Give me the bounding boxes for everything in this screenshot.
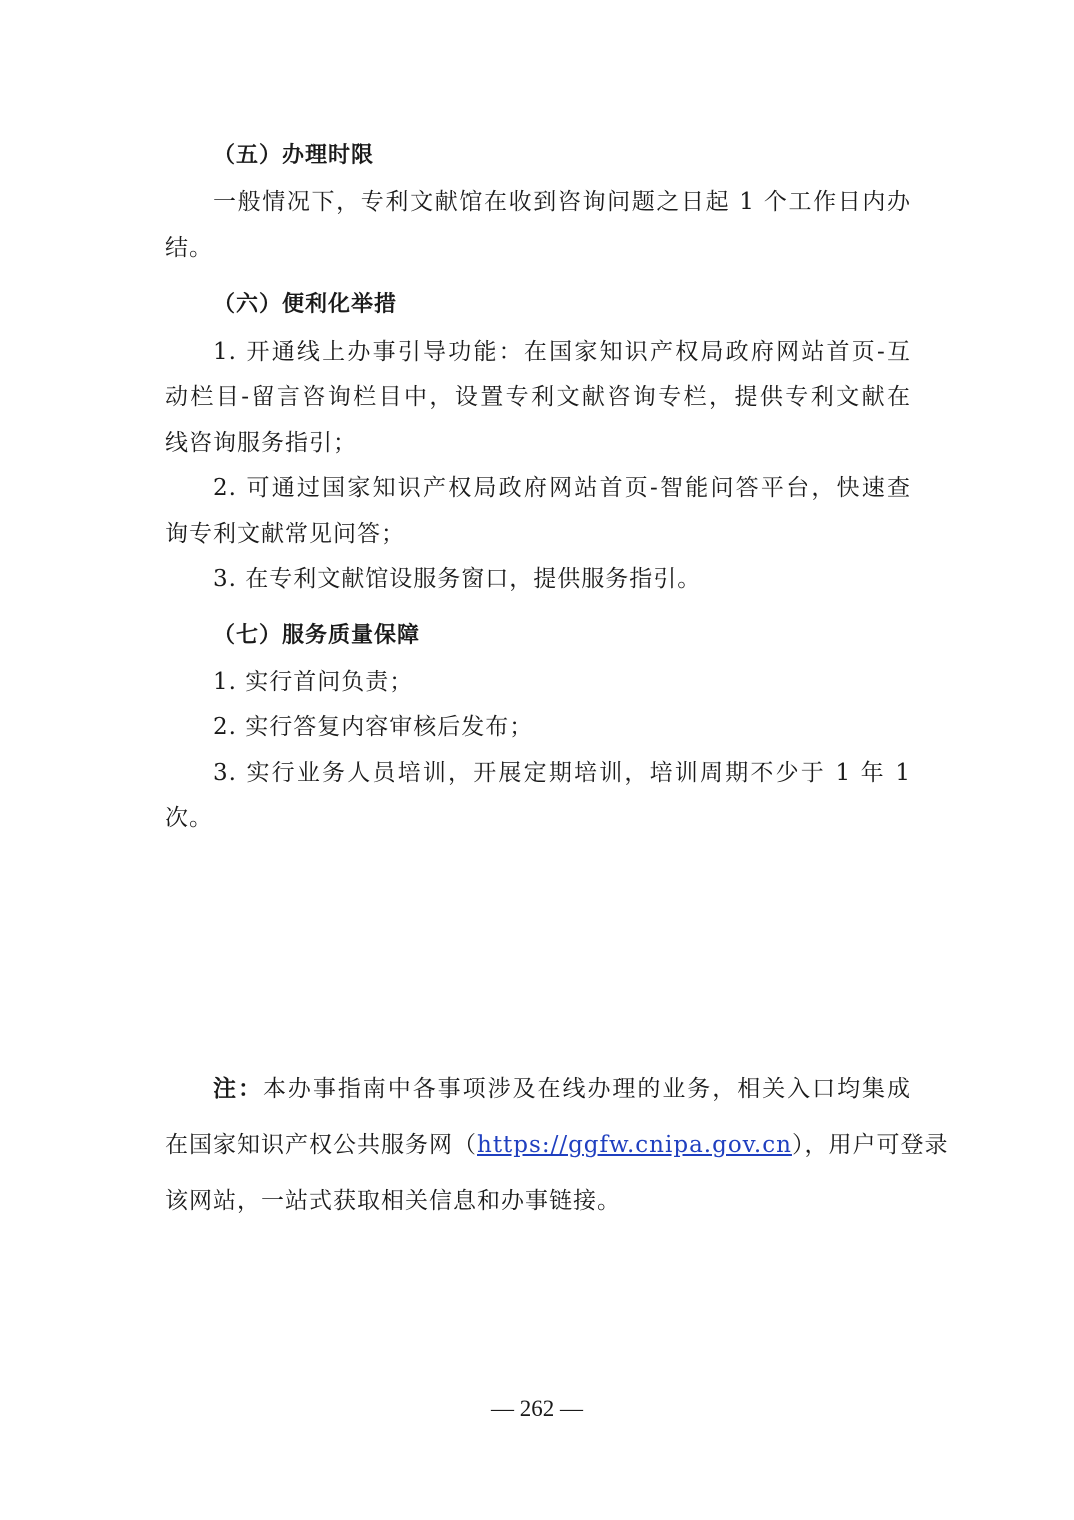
section-5-heading: （五）办理时限 [213,143,375,168]
section-6-item-1-line-2: 动栏目-留言咨询栏目中，设置专利文献咨询专栏，提供专利文献在 [165,384,911,410]
section-6-item-3: 3. 在专利文献馆设服务窗口，提供服务指引。 [213,566,702,592]
section-5-paragraph-line-1: 一般情况下，专利文献馆在收到咨询问题之日起 1 个工作日内办 [213,189,911,215]
section-5-paragraph-line-2: 结。 [165,235,213,261]
public-service-link[interactable]: https://ggfw.cnipa.gov.cn [477,1132,792,1158]
note-line-2 [165,1129,949,1161]
section-7-item-1: 1. 实行首问负责； [213,669,414,695]
section-6-item-2-line-2: 询专利文献常见问答； [165,521,405,547]
note-text-2b: ），用户可登录 [791,1132,949,1158]
note-label: 注： [213,1076,263,1102]
section-6-item-2-line-1: 2. 可通过国家知识产权局政府网站首页-智能问答平台，快速查 [213,475,911,501]
note-line-1 [213,1073,911,1105]
section-6-heading: （六）便利化举措 [213,292,398,317]
section-7-item-2: 2. 实行答复内容审核后发布； [213,714,534,740]
note-text-1: 本办事指南中各事项涉及在线办理的业务，相关入口均集成 [262,1076,912,1102]
note-line-3: 该网站，一站式获取相关信息和办事链接。 [165,1188,621,1214]
section-7-heading: （七）服务质量保障 [213,623,421,648]
page-number: — 262 — [491,1396,583,1421]
section-6-item-1-line-3: 线咨询服务指引； [165,430,357,456]
section-7-item-3-line-2: 次。 [165,805,213,831]
note-text-2a: 在国家知识产权公共服务网（ [165,1132,477,1158]
section-7-item-3-line-1: 3. 实行业务人员培训，开展定期培训，培训周期不少于 1 年 1 [213,760,911,786]
section-6-item-1-line-1: 1. 开通线上办事引导功能：在国家知识产权局政府网站首页-互 [213,339,911,365]
